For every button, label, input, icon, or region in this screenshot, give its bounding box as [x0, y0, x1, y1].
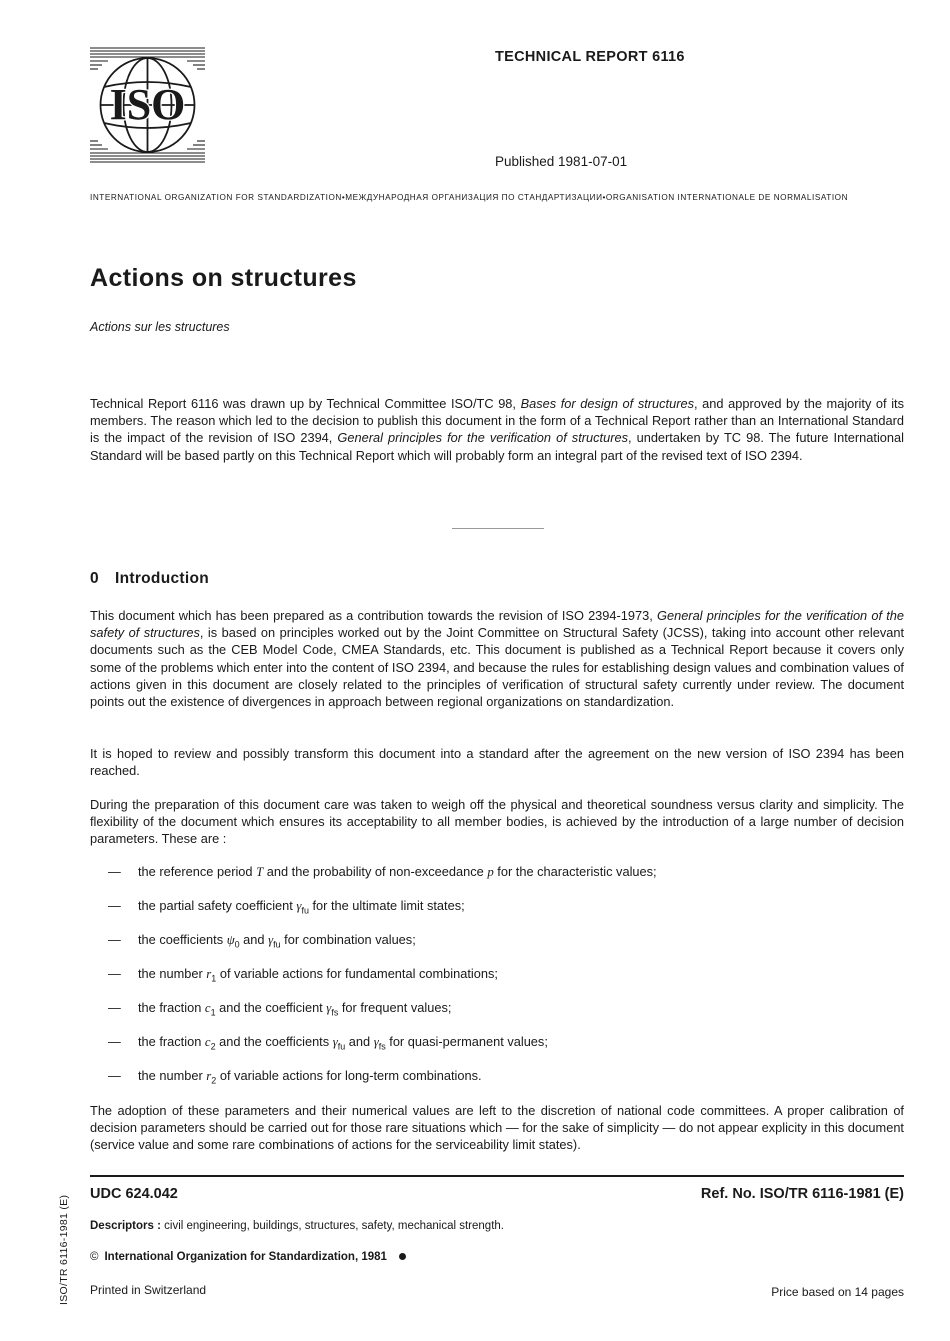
udc-code: UDC 624.042 — [90, 1186, 178, 1202]
reference-number: Ref. No. ISO/TR 6116-1981 (E) — [700, 1186, 904, 1202]
descriptors-label: Descriptors : — [90, 1220, 161, 1232]
printed-in: Printed in Switzerland — [90, 1283, 207, 1297]
report-type-title: TECHNICAL REPORT 6116 — [495, 49, 685, 65]
decision-parameters-list — [108, 863, 908, 1101]
section-number: 0 — [90, 570, 99, 587]
document-title: Actions on structures — [90, 264, 357, 292]
section-heading-introduction — [90, 570, 209, 588]
list-item: — the number $r_2$ of variable actions for long-term combinations. — [108, 1068, 482, 1086]
foreword-paragraph: Technical Report 6116 was drawn up by Technical Committee ISO/TC 98, Bases for design of structures, and approved by the majority of its members. The reason which led to the decision to publish this document in the form of a Technical Report rather than an International Standard is the impact of the revision of ISO 2394, General principles for the verification of structures, undertaken by TC 98. The future International Standard will be based partly on this Technical Report which will probably form an integral part of the revised text of ISO 2394. — [90, 396, 904, 463]
footer-divider — [90, 1175, 904, 1177]
descriptors-line — [90, 1220, 504, 1232]
price-note: Price based on 14 pages — [771, 1285, 904, 1299]
list-item: — the coefficients $\psi_0$ and $\gamma_{fu}$ for combination values; — [108, 932, 416, 950]
introduction-paragraph-4: The adoption of these parameters and their numerical values are left to the discretion of national code committees. A proper calibration of decision parameters should be carried out for those rare situations which — for the sake of simplicity — do not appear explicity in this document (service value and some rare combinations of actions for the serviceability limit states). — [90, 1103, 904, 1153]
publication-date: Published 1981-07-01 — [495, 154, 628, 169]
introduction-paragraph-3: During the preparation of this document care was taken to weigh off the physical and theoretical soundness versus clarity and simplicity. The flexibility of the document which ensures its acceptability to all member bodies, is achieved by the introduction of a large number of decision parameters. These are : — [90, 797, 904, 847]
list-item: — the reference period T and the probability of non-exceedance p for the characteristic values; — [108, 864, 657, 879]
introduction-paragraph-2: It is hoped to review and possibly transform this document into a standard after the agreement on the new version of ISO 2394 has been reached. — [90, 746, 904, 779]
section-title: Introduction — [115, 570, 209, 587]
document-subtitle-french: Actions sur les structures — [90, 320, 230, 334]
descriptors-value: civil engineering, buildings, structures, safety, mechanical strength. — [160, 1220, 504, 1232]
side-reference-label: ISO/TR 6116-1981 (E) — [58, 1194, 70, 1305]
introduction-paragraph-1: This document which has been prepared as a contribution towards the revision of ISO 2394-1973, General principles for the verification of the safety of structures, is based on principles worked out by the Joint Committee on Structural Safety (JCSS), taking into account other relevant documents such as the CEB Model Code, CMEA Standards, etc. This document is published as a Technical Report because it covers only some of the problems which enter into the content of ISO 2394, and because the rules for establishing design values and combination values of actions given in this document are closely related to the principles of verification of structural safety currently under review. The document points out the existence of divergences in approach between regional organizations on standardization. — [90, 608, 905, 710]
copyright-line — [90, 1251, 406, 1263]
copyright-icon: © — [90, 1251, 99, 1263]
copyright-text: International Organization for Standardization, 1981 — [104, 1251, 387, 1263]
organization-line: INTERNATIONAL ORGANIZATION FOR STANDARDIZATION•МЕЖДУНАРОДНАЯ ОРГАНИЗАЦИЯ ПО СТАНДАРТИЗАЦИИ•ORGANISATION INTERNATIONALE DE NORMALISATION — [90, 193, 849, 202]
list-item: — the fraction $c_2$ and the coefficients $\gamma_{fu}$ and $\gamma_{fs}$ for quasi-permanent values; — [108, 1034, 548, 1052]
list-item: — the number $r_1$ of variable actions for fundamental combinations; — [108, 966, 498, 984]
separator-line — [452, 528, 544, 529]
bullet-icon — [399, 1253, 406, 1260]
list-item: — the fraction $c_1$ and the coefficient $\gamma_{fs}$ for frequent values; — [108, 1000, 452, 1018]
logo-text: ISO — [109, 80, 186, 129]
list-item: — the partial safety coefficient $\gamma_{fu}$ for the ultimate limit states; — [108, 898, 465, 916]
iso-logo — [90, 45, 205, 165]
